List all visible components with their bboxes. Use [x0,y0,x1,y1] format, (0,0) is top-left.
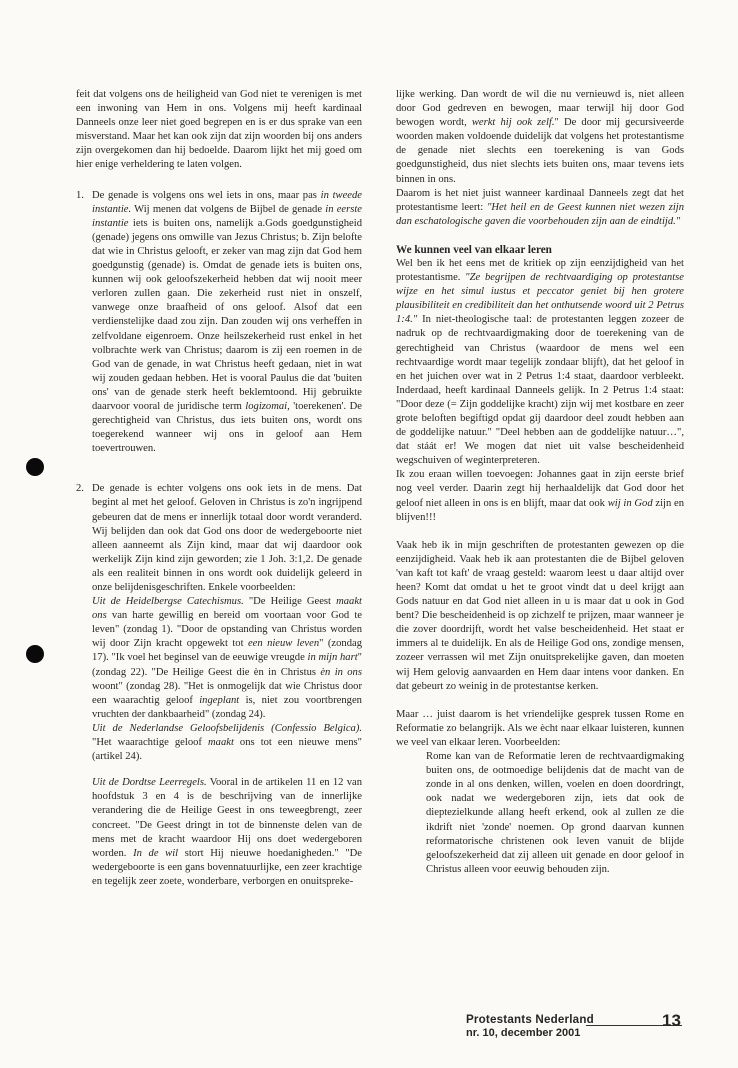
section-heading: We kunnen veel van elkaar leren [396,243,552,256]
paragraph-kritiek: Wel ben ik het eens met de kritiek op zijn eenzijdigheid van het protestantisme. "Ze begrijpen de rechtvaardiging op protestantse wijze en het simul iustus et peccator geniet bij hen grotere plausibiliteit en credibiliteit dan het onthutsende woord uit 2 Petrus 1:4." In niet-theologische taal: de protestanten leggen zozeer de nadruk op de rechtvaardigmaking door de toerekening van de gerechtigheid van Christus (waardoor de mens wel een rechtvaardige wordt maar tegelijk zondaar blijft), dat het geloof in en het juichen over wat in 2 Petrus 1:4 staat, daardoor verbleekt. Inderdaad, heeft kardinaal Danneels gelijk. In 2 Petrus 1:4 staat: "Door deze (= Zijn goddelijke kracht) zijn wij met kostbare en zeer grote beloften begiftigd opdat gij daardoor deel zoudt hebben aan de goddelijke natuur." "Deel hebben aan de goddelijke natuur…", dat stáát er! We mogen dat niet uit valse bescheidenheid wegschuiven of weginterpreteren. [396,257,684,467]
list-item-body: De genade is volgens ons wel iets in ons, maar pas in tweede instantie. Wij menen dat volgens de Bijbel de genade in eerste instantie iets is buiten ons, namelijk a.Gods goedgunstigheid (genade) jegens ons omwille van Jezus Christus; b. Zijn belofte dat wie in Christus gelooft, er zeker van mag zijn dat God hem goedgunstig (genade) is. Omdat de genade iets is buiten ons, kunnen wij ook geloofszekerheid hebben dat wij nooit meer verloren zullen gaan. Die zekerheid rust niet in onszelf, vanwege onze braafheid of ons geloof. Alsof dat een verdienstelijke daad zou zijn. Dan zouden wij ons verheffen in zelfvoldane eigenroem. Onze heilszekerheid rust enkel in het volbrachte werk van Christus; daarom is zij een roemen in de God van de genade, in wat Christus heeft gedaan, niet in wat wij zouden gedaan hebben. Het is vooral Paulus die dat 'buiten ons' van de genade sterk heeft beklemtoond. Hij gebruikte daarvoor vooral de juridische term logizomai, 'toerekenen'. De gerechtigheid van Christus, dus iets buiten ons, wordt ons toegerekend wanneer wij ons in geloof aan Hem toevertrouwen. [92,189,362,455]
list-number: 2. [76,483,84,495]
paragraph-gesprek: Maar … juist daarom is het vriendelijke gesprek tussen Rome en Reformatie zo belangrijk. Als we ècht naar elkaar luisteren, kunnen we veel van elkaar leren. Voorbeelden: [396,708,684,748]
quote-dordt: Uit de Dordtse Leerregels. Vooral in de artikelen 11 en 12 van hoofdstuk 3 en 4 is de beschrijving van de innerlijke verandering die de Heilige Geest in ons teweegbrengt, zeer concreet. "De Geest dringt in tot de binnenste delen van de mens met de kracht waardoor Hij ons doet wedergeboren worden. In de wil stort Hij nieuwe hoedanigheden." "De wedergeboorte is een gans bovennatuurlijke, een zeer krachtige en tegelijk zeer zoete, wonderbare, verborgen en onuitspreke- [92,777,363,887]
list-item-1 [76,189,362,457]
left-column [76,88,362,889]
page-number: 13 [662,1011,681,1030]
punch-hole [26,458,44,476]
continued-paragraph: lijke werking. Dan wordt de wil die nu vernieuwd is, niet alleen door God gedreven en bewogen, maar terwijl hij door God bewogen wordt, werkt hij ook zelf." De door mij gecursiveerde woorden maken voldoende duidelijk dat volgens het protestantisme de genade niet slechts een toerekening is van Gods goedgunstigheid, dus niet slechts iets buiten ons, maar tevens iets binnen in ons. [396,89,684,185]
list-number: 1. [76,189,84,201]
page-footer [466,1013,696,1039]
indented-example: Rome kan van de Reformatie leren de rechtvaardigmaking buiten ons, de ootmoedige belijdenis dat de macht van de zonde in al ons denken, willen, voelen en doen doordringt, ook nadat we wedergeboren zijn, iets dat ook de dieptezielkunde allang heeft erkend, ook al zullen ze die ikdrift niet 'zonde' noemen. Op grond daarvan kunnen reformatorische christenen ook leven vanuit de blijde geloofszekerheid dat zij alleen uit genade en door geloof in Christus alleen voor eeuwig behouden zijn. [426,751,684,875]
list-item-2 [76,482,362,889]
numbered-list [76,189,362,889]
quote-belgica: Uit de Nederlandse Geloofsbelijdenis (Confessio Belgica). "Het waarachtige geloof maakt ons tot een nieuwe mens" (artikel 24). [92,722,362,763]
list-item-body: De genade is echter volgens ons ook iets in de mens. Dat begint al met het geloof. Geloven in Christus is zo'n ingrijpend gebeuren dat de mens er innerlijk totaal door wordt veranderd. Wij belijden dan ook dat God ons door de wedergeboorte niet alleen aanneemt als Zijn kind, maar dat wij daardoor ook werkelijk Zijn kind zijn geworden; zie 1 Joh. 3:1,2. De genade als een realiteit binnen in ons wordt ook duidelijk geleerd in onze belijdenisgeschriften. Enkele voorbeelden: Uit de Heidelbergse Catechismus. "De Heilige Geest maakt ons van harte gewillig en bereid om voortaan voor God te leven" (zondag 1). "Door de opstanding van Christus worden wij door Zijn kracht opgewekt tot een nieuw leven" (zondag 17). "Ik voel het beginsel van de eeuwige vreugde in mijn hart" (zondag 22). "De Heilige Geest die èn in Christus èn in ons woont" (zondag 28). "Het is onmogelijk dat wie Christus door een waarachtig geloof ingeplant is, niet zou voortbrengen vruchten der dankbaarheid" (zondag 24). Uit de Nederlandse Geloofsbelijdenis (Confessio Belgica). "Het waarachtige geloof maakt ons tot een nieuwe mens" (artikel 24). Uit de Dordtse Leerregels. Vooral in de artikelen 11 en 12 van hoofdstuk 3 en 4 is de beschrijving van de innerlijke verandering die de Heilige Geest in ons teweegbrengt, zeer concreet. "De Geest dringt in tot de binnenste delen van de mens met de kracht waardoor Hij ons doet wedergeboren worden. In de wil stort Hij nieuwe hoedanigheden." "De wedergeboorte is een gans bovennatuurlijke, een zeer krachtige en tegelijk zeer zoete, wonderbare, verborgen en onuitspreke- [92,482,362,889]
intro-paragraph: feit dat volgens ons de heiligheid van God niet te verenigen is met een inwoning van Hem in ons. Volgens mij heeft kardinaal Danneels onze leer niet goed begrepen en is er dus sprake van een misverstand. Maar het kan ook zijn dat zijn woorden bij ons anders zijn overgekomen dan hij bedoelde. Daarom lijkt het mij goed om hier enige verheldering te laten volgen. [76,89,362,171]
right-column [396,88,684,877]
danneels-paragraph: Daarom is het niet juist wanneer kardinaal Danneels zegt dat het protestantisme leert: "Het heil en de Geest kunnen niet wezen zijn dan eschatologische gaven die voorbehouden zijn aan de eindtijd." [396,187,684,227]
magazine-title: Protestants Nederland [466,1013,594,1026]
issue-label: nr. 10, december 2001 [466,1027,581,1039]
quote-heidelberg: Uit de Heidelbergse Catechismus. "De Heilige Geest maakt ons van harte gewillig en bereid om voortaan voor God te leven" (zondag 1). "Door de opstanding van Christus worden wij door Zijn kracht opgewekt tot een nieuw leven" (zondag 17). "Ik voel het beginsel van de eeuwige vreugde in mijn hart" (zondag 22). "De Heilige Geest die èn in Christus èn in ons woont" (zondag 28). "Het is onmogelijk dat wie Christus door een waarachtig geloof ingeplant is, niet zou voortbrengen vruchten der dankbaarheid" (zondag 24). [92,596,363,720]
paragraph-eenzijdigheid: Vaak heb ik in mijn geschriften de protestanten gewezen op die eenzijdigheid. Vaak heb ik aan protestanten die de Bijbel geloven 'van kaft tot kaft' de vraag gesteld: waarom leest u daar altijd over heen? Komt dat omdat u het te groot vindt dat u deel krijgt aan Gods natuur en dat God niet alleen in u is maar dat u ook in God bent? Die bescheidenheid is op zichzelf te prijzen, maar wanneer je die zover doordrijft, wordt het valse bescheidenheid. Het staat er immers al te duidelijk. En als de Heilige God ons, zondige mensen, zozeer verrassen wil met Zijn onuitsprekelijke gaven, dan moeten wij Hem gelovig aanvaarden en Hem daar intens voor danken. En dat gebeurt zo weinig in de protestantse kerken. [396,539,684,692]
paragraph-johannes: Ik zou eraan willen toevoegen: Johannes gaat in zijn eerste brief nog veel verder. Daarin zegt hij herhaaldelijk dat God door het geloof niet alleen in ons is en blijft, maar dat ook wij in God zijn en blijven!!! [396,469,684,523]
punch-hole [26,645,44,663]
